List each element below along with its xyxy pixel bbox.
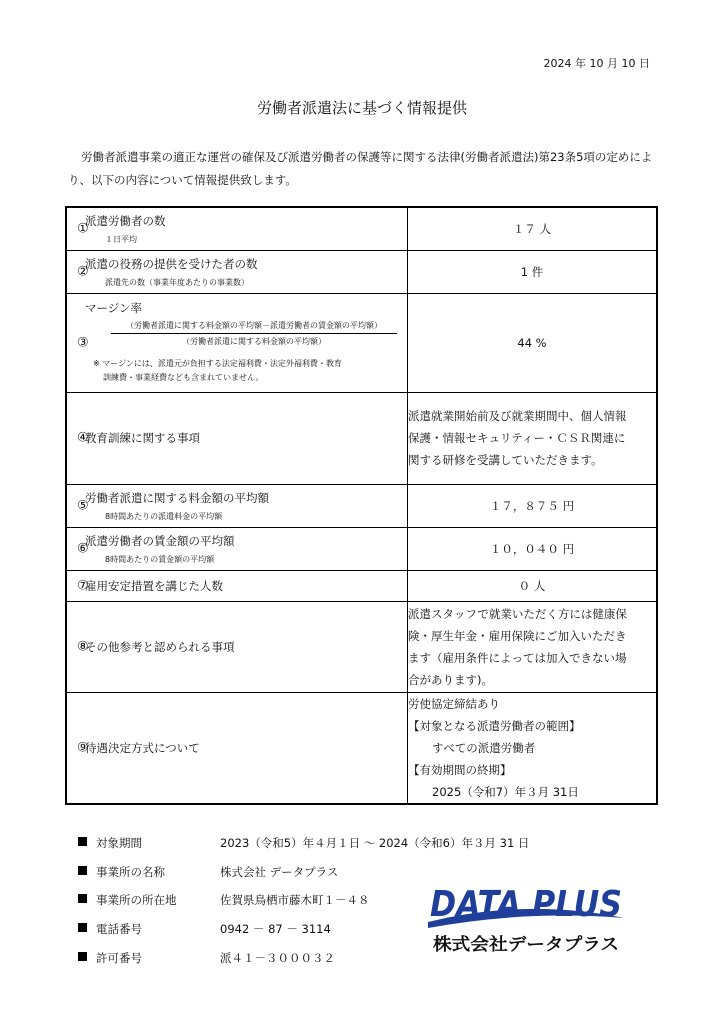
row-number: ⑥ xyxy=(77,541,89,556)
info-value: 派４１－３０００３２ xyxy=(220,951,335,965)
row-number: ④ xyxy=(77,430,89,446)
info-table xyxy=(65,206,658,805)
row-value: 労使協定締結あり 【対象となる派遣労働者の範囲】 すべての派遣労働者 【有効期間の終期】 2025（令和7）年３月 31日 xyxy=(408,692,658,804)
row-label: 派遣の役務の提供を受けた者の数 xyxy=(85,256,258,271)
info-key: 電話番号 xyxy=(96,922,142,936)
row-label: 労働者派遣に関する料金額の平均額 xyxy=(85,490,269,505)
intro-paragraph: 労働者派遣事業の適正な運営の確保及び派遣労働者の保護等に関する法律(労働者派遣法)第23条5項の定めにより、以下の内容について情報提供致します。 xyxy=(68,150,653,187)
row-number: ⑧ xyxy=(77,639,89,654)
formula-numerator: （労働者派遣に関する料金額の平均額－派遣労働者の賃金額の平均額） xyxy=(111,320,397,334)
table-row xyxy=(66,250,657,293)
logo-main-text: DATA PLUS xyxy=(430,884,622,925)
row-value: １７ 人 xyxy=(408,207,658,250)
row-number: ② xyxy=(77,264,89,279)
margin-note: ※ マージンには、派遣元が負担する法定福利費・法定外福利費・教育 訓練費・事業経費なども含まれていません。 xyxy=(93,359,342,382)
row-number: ① xyxy=(77,221,89,237)
info-key: 許可番号 xyxy=(96,951,142,965)
row-number: ③ xyxy=(77,335,89,350)
table-row xyxy=(66,527,657,570)
row-value: 44 % xyxy=(408,293,658,392)
document-date: 2024 年 10 月 10 日 xyxy=(543,57,650,70)
row-value: 派遣就業開始前及び就業期間中、個人情報 保護・情報セキュリティー・ＣＳＲ関連に 関する研修を受講していただきます。 xyxy=(408,392,658,484)
row-label: 雇用安定措置を講じた人数 xyxy=(85,578,223,593)
bullet-square-icon xyxy=(78,837,87,846)
margin-formula xyxy=(111,320,397,347)
page-title: 労働者派遣法に基づく情報提供 xyxy=(256,99,467,117)
row-value: 1 件 xyxy=(408,250,658,293)
table-row xyxy=(66,293,657,392)
table-row xyxy=(66,484,657,527)
row-value: １７，８７５ 円 xyxy=(408,484,658,527)
logo-sub-text: 株式会社データプラス xyxy=(433,935,603,955)
row-value: ０ 人 xyxy=(408,570,658,601)
info-value: 佐賀県鳥栖市藤木町１－４８ xyxy=(220,893,370,907)
row-label: 待遇決定方式について xyxy=(85,740,200,755)
row-value: 派遣スタッフで就業いただく方には健康保 険・厚生年金・雇用保険にご加入いただき ます（雇用条件によっては加入できない場 合があります)。 xyxy=(408,601,658,692)
row-value: １０，０４０ 円 xyxy=(408,527,658,570)
bullet-square-icon xyxy=(78,866,87,875)
table-row xyxy=(66,570,657,601)
table-row xyxy=(66,392,657,484)
company-logo xyxy=(426,868,626,958)
info-key: 事業所の所在地 xyxy=(96,893,177,907)
table-row xyxy=(66,207,657,250)
row-sublabel: 派遣先の数（事業年度あたりの事業数） xyxy=(105,277,249,287)
table-row xyxy=(66,601,657,692)
row-number: ⑨ xyxy=(77,740,89,756)
row-label: 派遣労働者の賃金額の平均額 xyxy=(85,533,235,548)
row-sublabel: 8時間あたりの賃金額の平均額 xyxy=(105,554,215,564)
row-label: その他参考と認められる事項 xyxy=(85,639,235,654)
info-value: 株式会社 データプラス xyxy=(220,865,339,879)
info-key: 対象期間 xyxy=(96,836,142,850)
row-sublabel: 8時間あたりの派遣料金の平均額 xyxy=(105,511,223,521)
info-value: 2023（令和5）年４月１日 ～ 2024（令和6）年３月 31 日 xyxy=(220,836,530,850)
row-label: 教育訓練に関する事項 xyxy=(85,431,200,445)
bullet-square-icon xyxy=(78,894,87,903)
row-sublabel: １日平均 xyxy=(105,234,137,244)
row-number: ⑤ xyxy=(77,498,89,513)
info-key: 事業所の名称 xyxy=(96,865,165,879)
row-label: 派遣労働者の数 xyxy=(85,213,166,228)
bullet-square-icon xyxy=(78,923,87,932)
row-label: マージン率 xyxy=(85,301,142,315)
info-value: 0942 － 87 － 3114 xyxy=(220,922,331,936)
info-row xyxy=(78,835,638,853)
bullet-square-icon xyxy=(78,952,87,961)
table-row xyxy=(66,692,657,804)
formula-denominator: （労働者派遣に関する料金額の平均額） xyxy=(182,337,326,346)
row-number: ⑦ xyxy=(77,578,89,593)
